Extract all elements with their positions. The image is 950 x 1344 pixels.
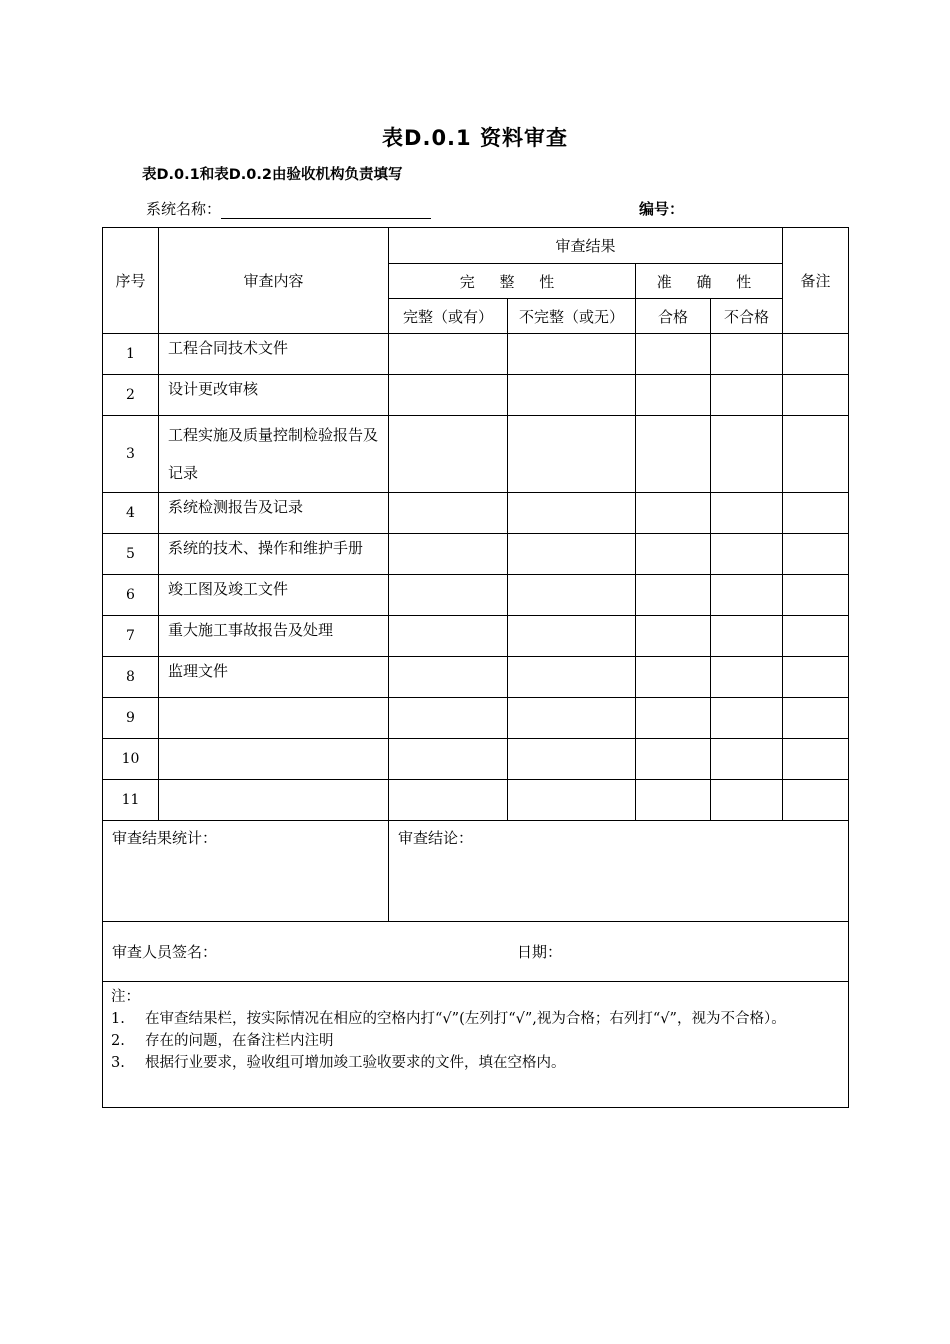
code-label: 编号： [639, 200, 685, 218]
table-row [103, 657, 849, 698]
cell-complete[interactable] [389, 698, 508, 739]
header-seq: 序号 [103, 228, 159, 334]
cell-fail[interactable] [711, 416, 783, 493]
cell-incomplete[interactable] [508, 698, 636, 739]
table-row [103, 616, 849, 657]
note-number: 3. [111, 1055, 125, 1071]
cell-fail[interactable] [711, 534, 783, 575]
conclusion-label: 审查结论： [398, 829, 474, 847]
row-number: 4 [103, 493, 159, 534]
cell-incomplete[interactable] [508, 657, 636, 698]
row-number: 6 [103, 575, 159, 616]
cell-complete[interactable] [389, 780, 508, 821]
note-item [111, 1030, 840, 1052]
cell-fail[interactable] [711, 616, 783, 657]
row-number: 7 [103, 616, 159, 657]
cell-complete[interactable] [389, 739, 508, 780]
cell-pass[interactable] [636, 657, 711, 698]
cell-fail[interactable] [711, 575, 783, 616]
note-item [111, 1052, 840, 1074]
row-number: 1 [103, 334, 159, 375]
system-name-line [146, 198, 431, 219]
cell-incomplete[interactable] [508, 616, 636, 657]
cell-pass[interactable] [636, 780, 711, 821]
note-text: 根据行业要求，验收组可增加竣工验收要求的文件，填在空格内。 [145, 1055, 566, 1071]
cell-complete[interactable] [389, 616, 508, 657]
signature-label: 审查人员签名： [112, 943, 218, 961]
cell-fail[interactable] [711, 493, 783, 534]
cell-incomplete[interactable] [508, 575, 636, 616]
cell-pass[interactable] [636, 616, 711, 657]
signature-cell[interactable] [103, 922, 849, 982]
cell-fail[interactable] [711, 375, 783, 416]
stats-cell[interactable] [103, 821, 389, 922]
table-row [103, 416, 849, 493]
cell-fail[interactable] [711, 698, 783, 739]
row-content[interactable] [159, 739, 389, 780]
row-number: 11 [103, 780, 159, 821]
row-number: 5 [103, 534, 159, 575]
review-table [102, 227, 849, 1108]
row-number: 9 [103, 698, 159, 739]
cell-incomplete[interactable] [508, 493, 636, 534]
cell-incomplete[interactable] [508, 739, 636, 780]
cell-complete[interactable] [389, 534, 508, 575]
header-remarks: 备注 [783, 228, 849, 334]
row-content: 工程实施及质量控制检验报告及记录 [159, 416, 389, 493]
table-row [103, 739, 849, 780]
cell-complete[interactable] [389, 334, 508, 375]
table-row [103, 334, 849, 375]
row-content[interactable] [159, 780, 389, 821]
note-text: 在审查结果栏，按实际情况在相应的空格内打“√”(左列打“√”,视为合格；右列打“√”，视为不合格）。 [145, 1011, 786, 1027]
table-row [103, 780, 849, 821]
cell-pass[interactable] [636, 698, 711, 739]
header-pass: 合格 [636, 299, 711, 334]
cell-remarks[interactable] [783, 334, 849, 375]
header-result: 审查结果 [389, 228, 783, 264]
header-accuracy: 准 确 性 [636, 264, 783, 299]
cell-remarks[interactable] [783, 780, 849, 821]
header-content: 审查内容 [159, 228, 389, 334]
cell-remarks[interactable] [783, 493, 849, 534]
cell-remarks[interactable] [783, 616, 849, 657]
row-content[interactable] [159, 698, 389, 739]
cell-complete[interactable] [389, 493, 508, 534]
cell-fail[interactable] [711, 334, 783, 375]
cell-remarks[interactable] [783, 375, 849, 416]
row-content: 系统检测报告及记录 [159, 493, 389, 534]
notes-cell [103, 982, 849, 1108]
cell-complete[interactable] [389, 375, 508, 416]
system-name-label: 系统名称： [146, 200, 222, 218]
table-row [103, 375, 849, 416]
cell-complete[interactable] [389, 657, 508, 698]
table-row [103, 493, 849, 534]
cell-remarks[interactable] [783, 739, 849, 780]
row-number: 3 [103, 416, 159, 493]
table-row [103, 698, 849, 739]
note-text: 存在的问题，在备注栏内注明 [145, 1033, 334, 1049]
row-content: 设计更改审核 [159, 375, 389, 416]
note-number: 1. [111, 1011, 125, 1027]
cell-fail[interactable] [711, 739, 783, 780]
subtitle: 表D.0.1和表D.0.2由验收机构负责填写 [142, 167, 403, 183]
row-content: 监理文件 [159, 657, 389, 698]
cell-fail[interactable] [711, 780, 783, 821]
cell-pass[interactable] [636, 575, 711, 616]
cell-pass[interactable] [636, 534, 711, 575]
row-number: 2 [103, 375, 159, 416]
row-number: 10 [103, 739, 159, 780]
notes-title: 注： [111, 989, 140, 1005]
table-row [103, 534, 849, 575]
cell-incomplete[interactable] [508, 375, 636, 416]
note-number: 2. [111, 1033, 125, 1049]
cell-complete[interactable] [389, 416, 508, 493]
date-label: 日期： [517, 943, 563, 961]
cell-remarks[interactable] [783, 534, 849, 575]
row-content: 竣工图及竣工文件 [159, 575, 389, 616]
cell-pass[interactable] [636, 739, 711, 780]
cell-incomplete[interactable] [508, 780, 636, 821]
stats-label: 审查结果统计： [112, 829, 218, 847]
page-title: 表D.0.1 资料审查 [382, 126, 568, 150]
conclusion-cell[interactable] [389, 821, 849, 922]
cell-incomplete[interactable] [508, 416, 636, 493]
cell-incomplete[interactable] [508, 534, 636, 575]
cell-pass[interactable] [636, 416, 711, 493]
row-content: 重大施工事故报告及处理 [159, 616, 389, 657]
cell-pass[interactable] [636, 493, 711, 534]
cell-remarks[interactable] [783, 416, 849, 493]
cell-complete[interactable] [389, 575, 508, 616]
row-number: 8 [103, 657, 159, 698]
header-incomplete: 不完整（或无） [508, 299, 636, 334]
cell-pass[interactable] [636, 375, 711, 416]
cell-pass[interactable] [636, 334, 711, 375]
row-content: 工程合同技术文件 [159, 334, 389, 375]
header-fail: 不合格 [711, 299, 783, 334]
note-item [111, 1008, 840, 1030]
header-completeness: 完 整 性 [389, 264, 636, 299]
cell-remarks[interactable] [783, 575, 849, 616]
cell-remarks[interactable] [783, 657, 849, 698]
cell-remarks[interactable] [783, 698, 849, 739]
cell-fail[interactable] [711, 657, 783, 698]
row-content: 系统的技术、操作和维护手册 [159, 534, 389, 575]
system-name-field[interactable] [221, 204, 431, 219]
cell-incomplete[interactable] [508, 334, 636, 375]
table-row [103, 575, 849, 616]
header-complete: 完整（或有） [389, 299, 508, 334]
